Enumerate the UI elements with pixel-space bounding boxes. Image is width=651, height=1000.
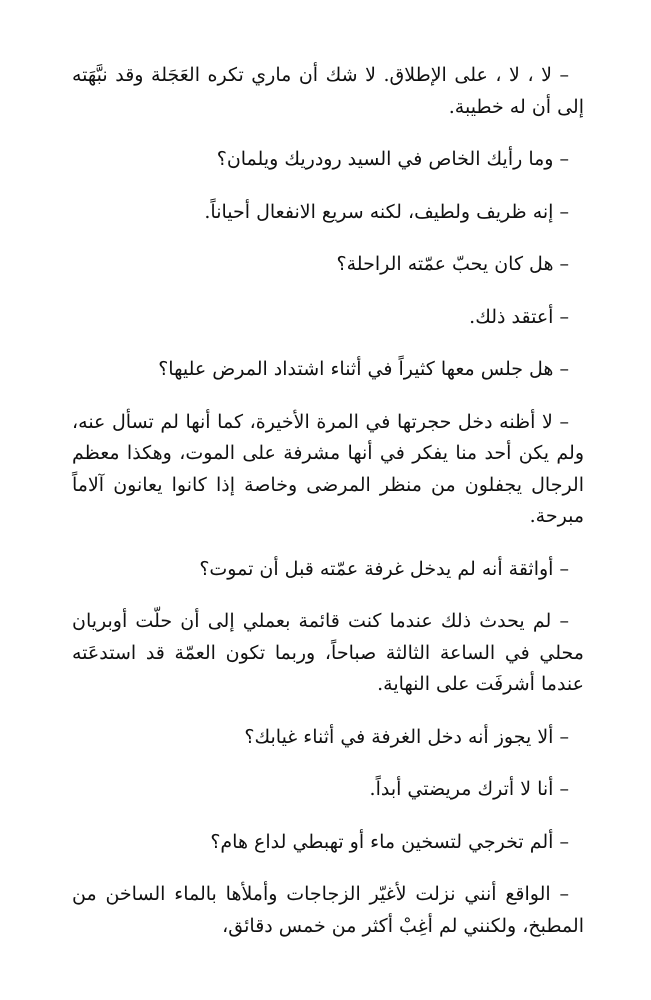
- dialogue-paragraph-10: – ألا يجوز أنه دخل الغرفة في أثناء غيابك؟: [244, 725, 569, 748]
- dialogue-paragraph-12: – ألم تخرجي لتسخين ماء أو تهبطي لداع هام؟: [210, 830, 569, 853]
- dialogue-paragraph-13: – الواقع أنني نزلت لأغيّر الزجاجات وأملأها بالماء الساخن من المطبخ، ولكنني لم أغِبْ أكثر من خمس دقائق،: [72, 883, 584, 937]
- dialogue-paragraph-2: – وما رأيك الخاص في السيد رودريك ويلمان؟: [216, 148, 569, 170]
- dialogue-paragraph-11: – أنا لا أترك مريضتي أبداً.: [369, 778, 569, 800]
- dialogue-paragraph-5: – أعتقد ذلك.: [469, 305, 569, 328]
- dialogue-paragraph-3: – إنه ظريف ولطيف، لكنه سريع الانفعال أحياناً.: [204, 200, 569, 223]
- dialogue-paragraph-4: – هل كان يحبّ عمّته الراحلة؟: [336, 253, 569, 275]
- dialogue-paragraph-9: – لم يحدث ذلك عندما كنت قائمة بعملي إلى أن حلّت أوبريان محلي في الساعة الثالثة صباحاً، وربما تكون العمّة قد استدعَته عندما أشرفَت على النهاية.: [72, 610, 584, 695]
- dialogue-paragraph-1: – لا ، لا ، على الإطلاق. لا شك أن ماري تكره العَجَلة وقد نبَّهَته إلى أن له خطيبة.: [72, 64, 584, 118]
- dialogue-paragraph-6: – هل جلس معها كثيراً في أثناء اشتداد المرض عليها؟: [158, 358, 569, 380]
- dialogue-paragraph-7: – لا أظنه دخل حجرتها في المرة الأخيرة، كما أنها لم تسأل عنه، ولم يكن أحد منا يفكر في أنها مشرفة على الموت، وهكذا معظم الرجال يجفلون من منظر المرضى وخاصة إذا كانوا يعانون آلاماً مبرحة.: [72, 410, 584, 527]
- page-text: [72, 60, 584, 942]
- dialogue-paragraph-8: – أواثقة أنه لم يدخل غرفة عمّته قبل أن تموت؟: [199, 557, 569, 580]
